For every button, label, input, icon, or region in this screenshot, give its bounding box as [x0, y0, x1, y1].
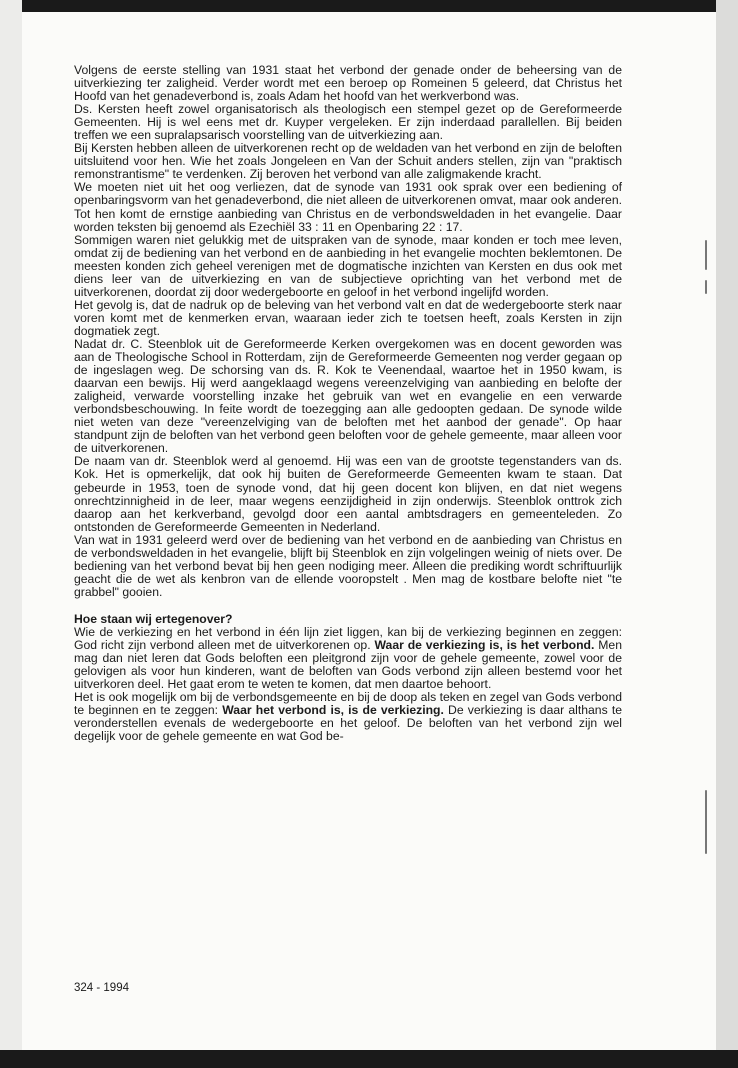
section-p2-emphasis: Waar het verbond is, is de verkiezing.: [222, 703, 444, 718]
section-paragraph-1: [74, 626, 622, 691]
binder-clip-mark-lower: [703, 790, 709, 854]
binder-clip-mark-upper: [703, 240, 709, 294]
scan-top-edge: [0, 0, 738, 12]
section-p2-text-b: De verkiezing is daar althans te veronderstellen evenals de wedergeboorte en het geloof. De beloften van het verbond zijn wel degelijk voor de gehele gemeente en wat God be-: [74, 703, 622, 744]
section-p1-text-a: Wie de verkiezing en het verbond in één lijn ziet liggen, kan bij de verkiezing beginnen en zeggen: God richt zijn verbond alleen met de uitverkorenen op.: [74, 624, 622, 653]
section-p2-text-a: Het is ook mogelijk om bij de verbondsgemeente en bij de doop als teken en zegel van Gods verbond te beginnen en te zeggen:: [74, 690, 622, 718]
paragraph-4: We moeten niet uit het oog verliezen, dat de synode van 1931 ook sprak over een bediening of openbaringsvorm van het genadeverbond, die niet alleen de uitverkorenen omvat, maar ook anderen. Tot hen komt de ernstige aanbieding van Christus en de verbondsweldaden in het evangelie. Daar worden teksten bij genoemd als Ezechiël 33 : 11 en Openbaring 22 : 17.: [74, 180, 622, 234]
paragraph-6: Het gevolg is, dat de nadruk op de beleving van het verbond valt en dat de wedergeboorte sterk naar voren komt met de kenmerken ervan, waaraan ieder zich te toetsen heeft, zoals Kersten in zijn dogmatiek zegt.: [74, 297, 622, 338]
paragraph-2: Ds. Kersten heeft zowel organisatorisch als theologisch een stempel gezet op de Gereformeerde Gemeenten. Hij is wel eens met dr. Kuyper vergeleken. Er zijn inderdaad parallellen. Bij beiden treffen we een supralapsarisch voorstelling van de uitverkiezing aan.: [74, 102, 622, 143]
section-heading: Hoe staan wij ertegenover?: [74, 611, 233, 626]
page-footer: 324 - 1994: [74, 982, 129, 994]
section-p1-emphasis: Waar de verkiezing is, is het verbond.: [374, 638, 595, 653]
section-p1-text-b: Men mag dan niet leren dat Gods beloften een pleitgrond zijn voor de gehele gemeente, zowel voor de gelovigen als voor hun kinderen, want de beloften van Gods verbond zijn alleen bestemd voor het uitverkoren deel. Het gaat erom te weten te komen, dat men daartoe behoort.: [74, 638, 622, 692]
paragraph-9: Van wat in 1931 geleerd werd over de bediening van het verbond en de aanbieding van Christus en de verbondsweldaden in het evangelie, blijft bij Steenblok en zijn volgelingen weinig of niets over. De bediening van het verbond bevat bij hen geen nodiging meer. Alleen die prediking wordt schriftuurlijk geacht die de wet als kenbron van de ellende vooropstelt . Men mag de kostbare belofte niet "te grabbel" gooien.: [74, 532, 622, 599]
section-paragraph-2: [74, 691, 622, 743]
paragraph-8: De naam van dr. Steenblok werd al genoemd. Hij was een van de grootste tegenstanders van ds. Kok. Het is opmerkelijk, dat ook hij buiten de Gereformeerde Gemeenten kwam te staan. Dat gebeurde in 1953, toen de synode vond, dat hij geen docent kon blijven, en dat niet wegens onrechtzinnigheid in de leer, maar wegens eenzijdigheid in zijn onderwijs. Steenblok onttrok zich daarop aan het kerkverband, gevolgd door een aantal ambtsdragers en gemeenteleden. Zo ontstonden de Gereformeerde Gemeenten in Nederland.: [74, 454, 622, 534]
paragraph-7: Nadat dr. C. Steenblok uit de Gereformeerde Kerken overgekomen was en docent geworden was aan de Theologische School in Rotterdam, zijn de Gereformeerde Gemeenten nog verder gegaan op de ingeslagen weg. De schorsing van ds. R. Kok te Veenendaal, waartoe het in 1950 kwam, is daarvan een bewijs. Hij werd aangeklaagd wegens vereenzelviging van aanbieding en belofte der zaligheid, verwarde voorstelling inzake het gebruik van wet en evangelie en een verwarde verbondsbeschouwing. In feite wordt de toezegging aan alle gedoopten gedaan. De synode wilde niet weten van deze "vereenzelviging van de beloften met het aanbod der genade". Op haar standpunt zijn de beloften van het verbond geen beloften voor de gehele gemeente, maar alleen voor de uitverkorenen.: [74, 336, 622, 456]
scan-bottom-edge: [0, 1050, 738, 1068]
paragraph-3: Bij Kersten hebben alleen de uitverkorenen recht op de weldaden van het verbond en zijn de beloften uitsluitend voor hen. Wie het zoals Jongeleen en Van der Schuit anders stellen, zijn van "praktisch remonstrantisme" te verdenken. Zij beroven het verbond van alle zaligmakende kracht.: [74, 141, 622, 182]
scan-right-edge: [716, 0, 738, 1068]
scan-left-edge: [0, 0, 22, 1068]
paragraph-1: Volgens de eerste stelling van 1931 staat het verbond der genade onder de beheersing van de uitverkiezing ter zaligheid. Verder wordt met een beroep op Romeinen 5 geleerd, dat Christus het Hoofd van het genadeverbond is, zoals Adam het hoofd van het werkverbond was.: [74, 63, 622, 104]
article-body: [74, 64, 622, 743]
paragraph-5: Sommigen waren niet gelukkig met de uitspraken van de synode, maar konden er toch mee leven, omdat zij de bediening van het verbond en de aanbieding in het evangelie mochten beklemtonen. De meesten konden zich geheel verenigen met de dogmatische inzichten van Kersten en dus ook met diens leer van de uitverkiezing en van de subjectieve oprichting van het verbond met de uitverkorenen, doordat zij door wedergeboorte en geloof in het verbond ingelijfd worden.: [74, 232, 622, 299]
